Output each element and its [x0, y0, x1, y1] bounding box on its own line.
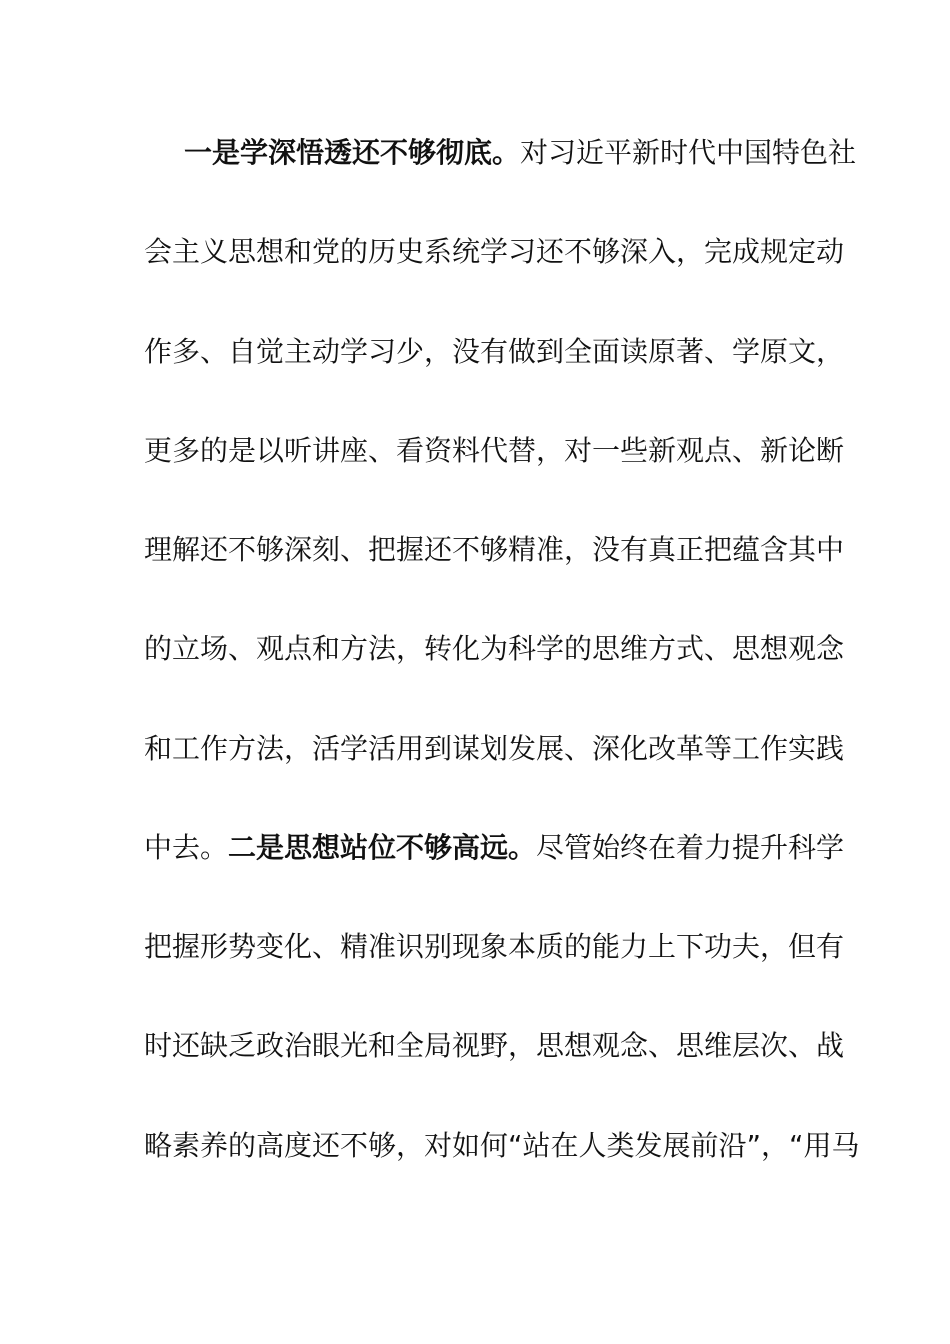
text-line-4 — [144, 429, 845, 473]
line-text: 和工作方法，活学活用到谋划发展、深化改革等工作实践 — [144, 732, 845, 765]
line-text: 略素养的高度还不够，对如何“站在人类发展前沿”，“用马 — [144, 1129, 860, 1162]
text-line-9 — [144, 925, 845, 969]
bold-heading-2: 二是思想站位不够高远。 — [228, 831, 537, 864]
line-text: 对习近平新时代中国特色社 — [520, 136, 857, 169]
text-line-3 — [144, 330, 845, 374]
line-text: 把握形势变化、精准识别现象本质的能力上下功夫，但有 — [144, 930, 845, 963]
text-line-5 — [144, 528, 845, 572]
line-text: 的立场、观点和方法，转化为科学的思维方式、思想观念 — [144, 632, 845, 665]
text-line-10 — [144, 1024, 845, 1068]
text-line-7 — [144, 727, 845, 771]
line-text: 理解还不够深刻、把握还不够精准，没有真正把蕴含其中 — [144, 533, 845, 566]
line-text: 更多的是以听讲座、看资料代替，对一些新观点、新论断 — [144, 434, 845, 467]
line-text: 作多、自觉主动学习少，没有做到全面读原著、学原文， — [144, 335, 845, 368]
line-text-before: 中去。 — [144, 831, 229, 864]
text-line-1 — [184, 131, 857, 175]
text-line-11 — [144, 1124, 860, 1168]
text-line-8 — [144, 826, 845, 870]
line-text: 尽管始终在着力提升科学 — [536, 831, 845, 864]
bold-heading-1: 一是学深悟透还不够彻底。 — [184, 136, 521, 169]
line-text: 会主义思想和党的历史系统学习还不够深入，完成规定动 — [144, 235, 845, 268]
text-line-2 — [144, 230, 845, 274]
line-text: 时还缺乏政治眼光和全局视野，思想观念、思维层次、战 — [144, 1029, 845, 1062]
text-line-6 — [144, 627, 845, 671]
